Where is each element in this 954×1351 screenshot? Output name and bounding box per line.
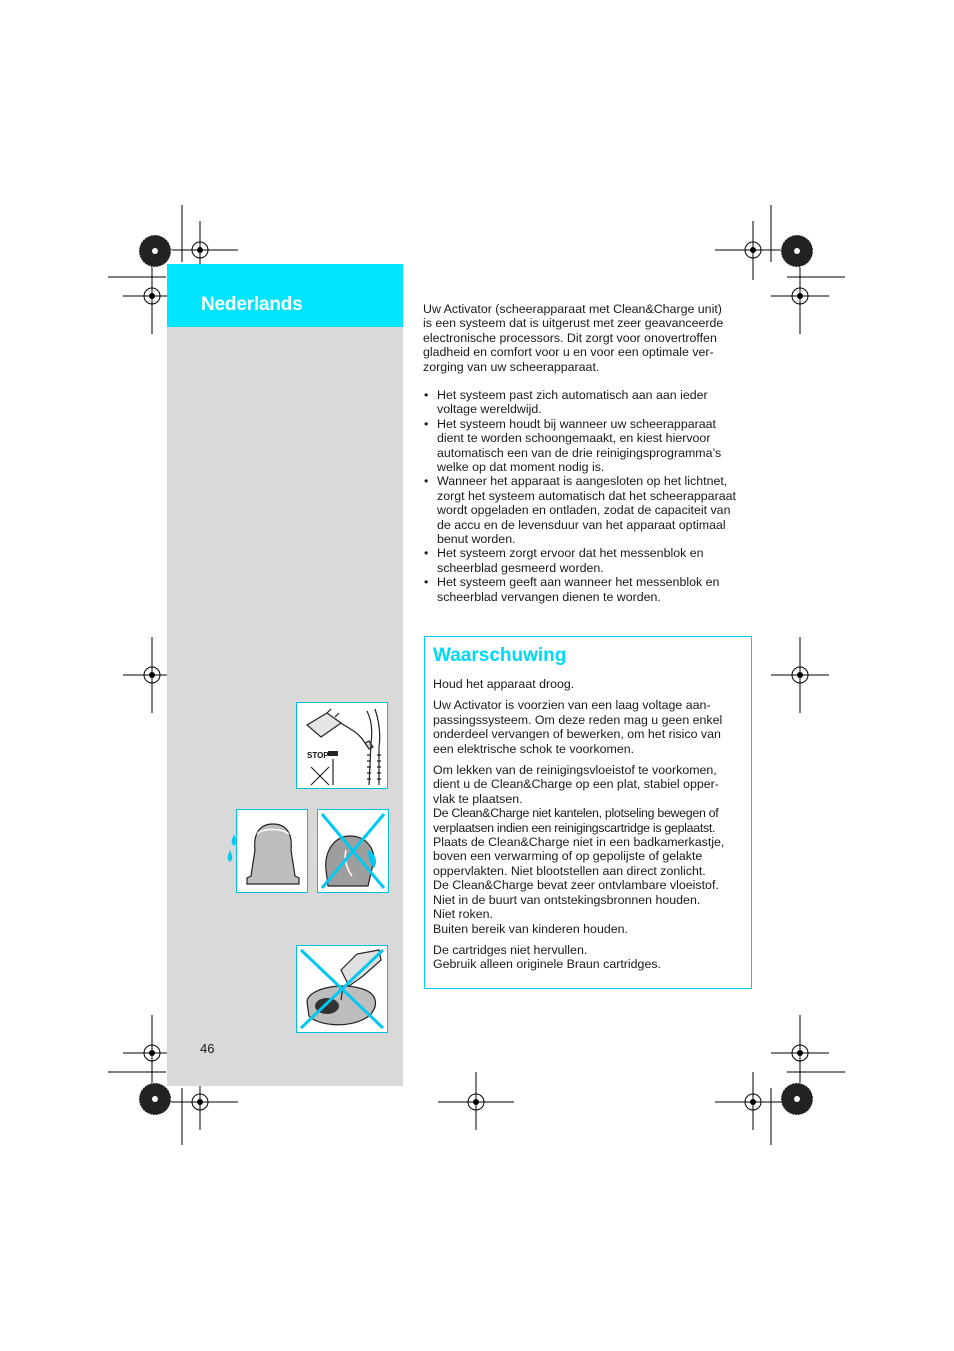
- language-title: Nederlands: [201, 294, 303, 315]
- cartridge-refill-crossed-illustration: [296, 945, 388, 1033]
- list-item: [423, 417, 753, 475]
- list-item-line: welke op dat moment nodig is.: [437, 460, 605, 475]
- list-item: [423, 575, 753, 604]
- list-item-line: Het systeem geeft aan wanneer het messenblok en: [437, 575, 720, 590]
- plug-warning-illustration: [296, 702, 388, 789]
- clean-charge-unit-illustration: [236, 809, 308, 893]
- warning-line: Uw Activator is voorzien van een laag voltage aan-: [433, 698, 711, 713]
- list-item-line: benut worden.: [437, 532, 516, 547]
- warning-line: oppervlakten. Niet blootstellen aan direct zonlicht.: [433, 863, 706, 878]
- list-item-line: wordt opgeladen en ontladen, zodat de capaciteit van: [437, 503, 731, 518]
- page-number: 46: [200, 1041, 215, 1056]
- warning-line: onderdeel vervangen of bewerken, om het risico van: [433, 727, 721, 742]
- warning-line: verplaatsen indien een reinigingscartridge is geplaatst.: [433, 820, 716, 835]
- warning-line: een elektrische schok te voorkomen.: [433, 741, 635, 756]
- list-item-line: dient te worden schoongemaakt, en kiest hiervoor: [437, 431, 711, 446]
- warning-title: Waarschuwing: [433, 645, 567, 666]
- intro-line: gladheid en comfort voor u en voor een optimale ver-: [423, 345, 714, 360]
- warning-line: De cartridges niet hervullen.: [433, 942, 588, 957]
- bullet: •: [424, 474, 429, 489]
- bullet: •: [424, 546, 429, 561]
- list-item: [423, 388, 753, 417]
- bullet: •: [424, 575, 429, 590]
- water-drops-icon: [222, 830, 242, 870]
- list-item: [423, 474, 753, 546]
- warning-line: passingssysteem. Om deze reden mag u geen enkel: [433, 712, 723, 727]
- warning-line: Gebruik alleen originele Braun cartridges.: [433, 957, 661, 972]
- intro-line: zorging van uw scheerapparaat.: [423, 359, 600, 374]
- feature-list: [423, 388, 753, 604]
- warning-line: Buiten bereik van kinderen houden.: [433, 921, 628, 936]
- list-item: [423, 546, 753, 575]
- intro-line: is een systeem dat is uitgerust met zeer geavanceerde: [423, 316, 724, 331]
- warning-line: Om lekken van de reinigingsvloeistof te voorkomen,: [433, 763, 717, 778]
- warning-text: [433, 677, 745, 979]
- warning-line: Niet in de buurt van ontstekingsbronnen houden.: [433, 892, 701, 907]
- warning-line: Plaats de Clean&Charge niet in een badkamerkastje,: [433, 835, 725, 850]
- warning-line: vlak te plaatsen.: [433, 791, 523, 806]
- intro-paragraph: [423, 302, 753, 374]
- warning-line: Houd het apparaat droog.: [433, 677, 575, 691]
- tilt-spill-crossed-illustration: [317, 809, 389, 893]
- warning-paragraph: [433, 943, 745, 972]
- warning-line: boven een verwarming of op gepolijste of gelakte: [433, 849, 703, 864]
- warning-paragraph: [433, 677, 745, 691]
- stop-label: STOP: [307, 751, 329, 760]
- intro-line: electronische processors. Dit zorgt voor onovertroffen: [423, 330, 717, 345]
- list-item-line: automatisch een van de drie reinigingsprogramma’s: [437, 445, 722, 460]
- warning-line: De Clean&Charge bevat zeer ontvlambare vloeistof.: [433, 878, 719, 893]
- list-item-line: Het systeem past zich automatisch aan aan ieder: [437, 388, 708, 402]
- warning-line: dient u de Clean&Charge op een plat, stabiel opper-: [433, 777, 719, 792]
- intro-line: Uw Activator (scheerapparaat met Clean&Charge unit): [423, 302, 722, 316]
- list-item-line: zorgt het systeem automatisch dat het scheerapparaat: [437, 488, 736, 503]
- warning-line: Niet roken.: [433, 907, 493, 922]
- list-item-line: scheerblad gesmeerd worden.: [437, 560, 604, 575]
- bullet: •: [424, 416, 429, 431]
- list-item-line: Het systeem houdt bij wanneer uw scheerapparaat: [437, 416, 716, 431]
- warning-paragraph: [433, 763, 745, 936]
- warning-line: De Clean&Charge niet kantelen, plotseling bewegen of: [433, 806, 719, 821]
- warning-paragraph: [433, 698, 745, 756]
- list-item-line: Het systeem zorgt ervoor dat het messenblok en: [437, 546, 704, 561]
- list-item-line: de accu en de levensduur van het apparaat optimaal: [437, 517, 726, 532]
- list-item-line: voltage wereldwijd.: [437, 402, 542, 417]
- list-item-line: scheerblad vervangen dienen te worden.: [437, 589, 661, 604]
- list-item-line: Wanneer het apparaat is aangesloten op het lichtnet,: [437, 474, 728, 489]
- bullet: •: [424, 388, 429, 402]
